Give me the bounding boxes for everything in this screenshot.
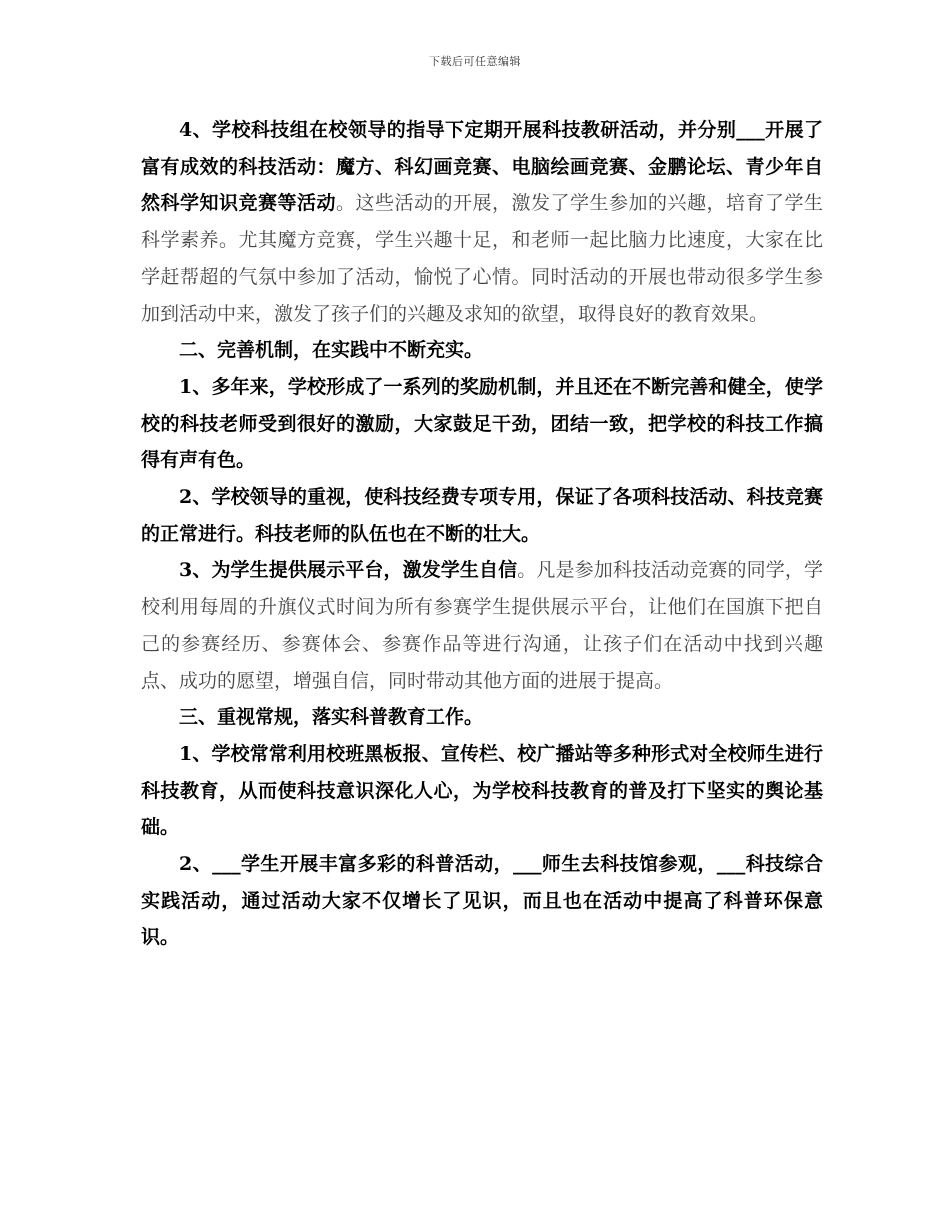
- paragraph-reward-mechanism: [141, 369, 823, 479]
- paragraph-science-activities: [141, 846, 823, 956]
- document-body: [141, 112, 823, 956]
- paragraph-bold-text: 1、多年来，学校形成了一系列的奖励机制，并且还在不断完善和健全，使学校的科技老师受到很好的激励，大家鼓足干劲，团结一致，把学校的科技工作搞得有声有色。: [141, 375, 823, 472]
- paragraph-bold-text: 3、为学生提供展示平台，激发学生自信: [179, 559, 518, 582]
- paragraph-showcase-platform: [141, 552, 823, 699]
- paragraph-normal-text: 。凡是参加科技活动竞赛的同学，学校利用每周的升旗仪式时间为所有参赛学生提供展示平台，让他们在国旗下把自己的参赛经历、参赛体会、参赛作品等进行沟通，让孩子们在活动中找到兴趣点、成功的愿望，增强自信，同时带动其他方面的进展于提高。: [141, 559, 823, 692]
- page-header-note: 下载后可任意编辑: [429, 55, 521, 68]
- section-heading-science-education: 三、重视常规，落实科普教育工作。: [179, 706, 484, 729]
- paragraph-tech-group-activities: [141, 112, 823, 332]
- paragraph-bold-text: 1、学校常常利用校班黑板报、宣传栏、校广播站等多种形式对全校师生进行科技教育，从而使科技意识深化人心，为学校科技教育的普及打下坚实的舆论基础。: [141, 742, 823, 839]
- paragraph-leadership-funding: [141, 479, 823, 552]
- section-heading-improve-mechanism: 二、完善机制，在实践中不断充实。: [179, 339, 484, 362]
- paragraph-bold-text: 2、学校领导的重视，使科技经费专项专用，保证了各项科技活动、科技竞赛的正常进行。科技老师的队伍也在不断的壮大。: [141, 486, 823, 545]
- paragraph-bold-text: 2、___学生开展丰富多彩的科普活动，___师生去科技馆参观，___科技综合实践活动，通过活动大家不仅增长了见识，而且也在活动中提高了科普环保意识。: [141, 853, 823, 949]
- paragraph-normal-text: 。这些活动的开展，激发了学生参加的兴趣，培育了学生科学素养。尤其魔方竞赛，学生兴趣十足，和老师一起比脑力比速度，大家在比学赶帮超的气氛中参加了活动，愉悦了心情。同时活动的开展也带动很多学生参加到活动中来，激发了孩子们的兴趣及求知的欲望，取得良好的教育效果。: [141, 192, 823, 325]
- paragraph-blackboard-publicity: [141, 736, 823, 846]
- paragraph-bold-text: 4、学校科技组在校领导的指导下定期开展科技教研活动，并分别___开展了富有成效的科技活动：魔方、科幻画竞赛、电脑绘画竞赛、金鹏论坛、青少年自然科学知识竞赛等活动: [141, 119, 823, 215]
